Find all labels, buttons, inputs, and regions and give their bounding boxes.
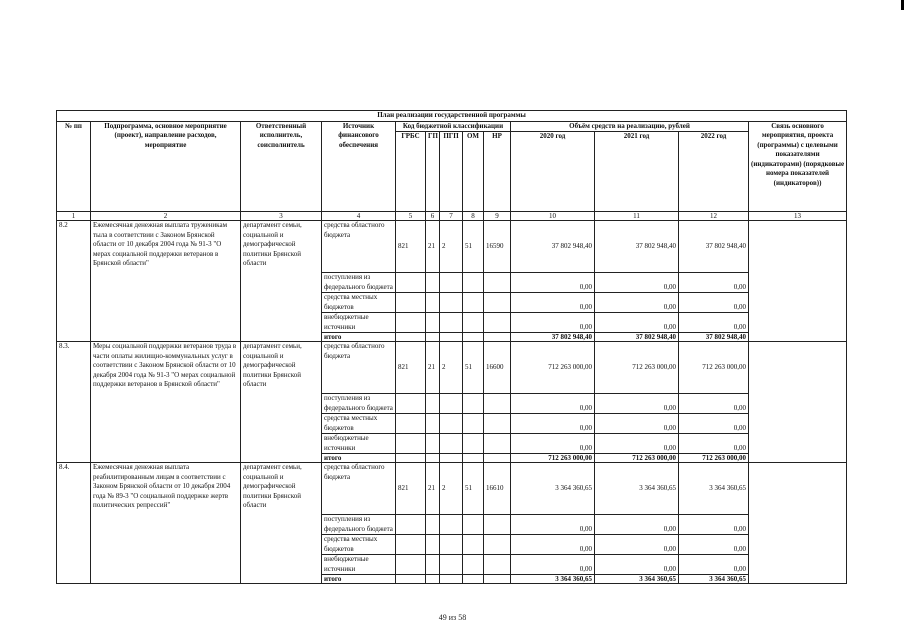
budget-code-empty [426, 414, 440, 434]
column-number: 10 [511, 212, 595, 221]
amount-2021: 0,00 [595, 293, 679, 313]
budget-code-empty [484, 515, 511, 535]
row-executor: департамент семьи, социальной и демографической политики Брянской области [241, 463, 322, 584]
amount-2022: 0,00 [679, 515, 749, 535]
column-number-row [57, 212, 847, 221]
budget-code-empty [396, 273, 426, 293]
total-2021: 37 802 948,40 [595, 333, 679, 342]
amount-2020: 0,00 [511, 535, 595, 555]
amount-2021: 0,00 [595, 515, 679, 535]
column-number: 11 [595, 212, 679, 221]
funding-source: поступления из федерального бюджета [322, 394, 396, 414]
budget-code-empty [396, 575, 426, 584]
header-2022: 2022 год [679, 132, 749, 212]
amount-2020: 0,00 [511, 313, 595, 333]
funding-source: средства местных бюджетов [322, 535, 396, 555]
header-source: Источник финансового обеспечения [322, 121, 396, 212]
budget-code-empty [463, 414, 484, 434]
budget-code-empty [484, 434, 511, 454]
budget-code-empty [426, 555, 440, 575]
row-executor: департамент семьи, социальной и демографической политики Брянской области [241, 342, 322, 463]
row-description: Ежемесячная денежная выплата реабилитированным лицам в соответствии с Законом Брянской области от 10 декабря 2004 года № 89-3 "О социальной поддержке жертв политических репрессий" [91, 463, 241, 584]
row-number: 8.2 [57, 221, 91, 342]
total-2020: 712 263 000,00 [511, 454, 595, 463]
budget-code-empty [440, 313, 463, 333]
code-gp: 21 [426, 463, 440, 515]
budget-code-empty [440, 515, 463, 535]
total-2022: 3 364 360,65 [679, 575, 749, 584]
funding-source: внебюджетные источники [322, 313, 396, 333]
code-np: 16610 [484, 463, 511, 515]
budget-code-empty [426, 434, 440, 454]
column-number: 12 [679, 212, 749, 221]
row-description: Ежемесячная денежная выплата труженикам тыла в соответствии с Законом Брянской области от 10 декабря 2004 года № 91-3 "О мерах социальной поддержки ветеранов в Брянской области" [91, 221, 241, 342]
header-link: Связь основного мероприятия, проекта (программы) с целевыми показателями (индикаторами) (порядковые номера показателей (индикаторов)) [749, 121, 847, 212]
budget-code-empty [484, 273, 511, 293]
budget-code-empty [396, 414, 426, 434]
budget-code-empty [426, 333, 440, 342]
budget-code-empty [463, 313, 484, 333]
code-pgp: 2 [440, 463, 463, 515]
amount-2020: 0,00 [511, 293, 595, 313]
amount-2020: 0,00 [511, 414, 595, 434]
table-row [57, 221, 847, 273]
column-number: 1 [57, 212, 91, 221]
amount-2020: 37 802 948,40 [511, 221, 595, 273]
budget-code-empty [463, 535, 484, 555]
amount-2021: 0,00 [595, 555, 679, 575]
header-subprogram: Подпрограмма, основное мероприятие (проект), направление расходов, мероприятие [91, 121, 241, 212]
column-number: 6 [426, 212, 440, 221]
column-number: 7 [440, 212, 463, 221]
amount-2020: 0,00 [511, 555, 595, 575]
funding-source: средства областного бюджета [322, 221, 396, 273]
budget-code-empty [463, 515, 484, 535]
amount-2022: 0,00 [679, 313, 749, 333]
budget-code-empty [396, 333, 426, 342]
budget-code-empty [463, 434, 484, 454]
budget-code-empty [440, 273, 463, 293]
code-np: 16590 [484, 221, 511, 273]
row-number: 8.4. [57, 463, 91, 584]
amount-2022: 0,00 [679, 414, 749, 434]
row-number: 8.3. [57, 342, 91, 463]
funding-source: средства областного бюджета [322, 342, 396, 394]
budget-code-empty [440, 394, 463, 414]
budget-code-empty [484, 333, 511, 342]
program-plan-table [56, 110, 847, 584]
budget-code-empty [440, 333, 463, 342]
funding-source: средства местных бюджетов [322, 414, 396, 434]
amount-2021: 37 802 948,40 [595, 221, 679, 273]
total-label: итого [322, 333, 396, 342]
total-label: итого [322, 575, 396, 584]
amount-2021: 0,00 [595, 394, 679, 414]
budget-code-empty [426, 575, 440, 584]
budget-code-empty [426, 454, 440, 463]
header-executor: Ответственный исполнитель, соисполнитель [241, 121, 322, 212]
amount-2022: 37 802 948,40 [679, 221, 749, 273]
amount-2022: 0,00 [679, 535, 749, 555]
budget-code-empty [396, 555, 426, 575]
amount-2020: 0,00 [511, 394, 595, 414]
header-pgp: ПГП [440, 132, 463, 212]
title-row [57, 111, 847, 122]
amount-2021: 3 364 360,65 [595, 463, 679, 515]
budget-code-empty [440, 535, 463, 555]
indicator-link [749, 342, 847, 463]
amount-2021: 712 263 000,00 [595, 342, 679, 394]
budget-code-empty [484, 293, 511, 313]
total-2022: 712 263 000,00 [679, 454, 749, 463]
budget-code-empty [484, 454, 511, 463]
funding-source: внебюджетные источники [322, 434, 396, 454]
header-np: НР [484, 132, 511, 212]
budget-code-empty [440, 555, 463, 575]
row-executor: департамент семьи, социальной и демографической политики Брянской области [241, 221, 322, 342]
budget-code-empty [463, 575, 484, 584]
funding-source: поступления из федерального бюджета [322, 273, 396, 293]
code-om: 51 [463, 342, 484, 394]
budget-code-empty [440, 454, 463, 463]
total-2022: 37 802 948,40 [679, 333, 749, 342]
amount-2021: 0,00 [595, 535, 679, 555]
amount-2022: 3 364 360,65 [679, 463, 749, 515]
funding-source: внебюджетные источники [322, 555, 396, 575]
budget-code-empty [426, 515, 440, 535]
header-volume: Объём средств на реализацию, рублей [511, 121, 749, 132]
column-number: 3 [241, 212, 322, 221]
header-row-1 [57, 121, 847, 132]
budget-code-empty [396, 535, 426, 555]
amount-2022: 0,00 [679, 434, 749, 454]
code-grbs: 821 [396, 342, 426, 394]
amount-2021: 0,00 [595, 313, 679, 333]
budget-code-empty [440, 575, 463, 584]
budget-code-empty [396, 394, 426, 414]
budget-code-empty [463, 333, 484, 342]
budget-code-empty [426, 313, 440, 333]
budget-code-empty [426, 293, 440, 313]
amount-2020: 0,00 [511, 434, 595, 454]
header-2020: 2020 год [511, 132, 595, 212]
table-row [57, 463, 847, 515]
column-number: 5 [396, 212, 426, 221]
column-number: 8 [463, 212, 484, 221]
code-om: 51 [463, 221, 484, 273]
amount-2020: 0,00 [511, 515, 595, 535]
amount-2022: 0,00 [679, 273, 749, 293]
code-np: 16600 [484, 342, 511, 394]
amount-2020: 0,00 [511, 273, 595, 293]
budget-code-empty [463, 273, 484, 293]
table-title: План реализации государственной программы [57, 111, 847, 122]
budget-code-empty [396, 454, 426, 463]
budget-code-empty [396, 515, 426, 535]
total-2020: 3 364 360,65 [511, 575, 595, 584]
column-number: 13 [749, 212, 847, 221]
amount-2021: 0,00 [595, 273, 679, 293]
code-gp: 21 [426, 342, 440, 394]
header-num: № пп [57, 121, 91, 212]
page-edge-mark [901, 0, 904, 10]
amount-2022: 0,00 [679, 394, 749, 414]
budget-code-empty [426, 394, 440, 414]
total-label: итого [322, 454, 396, 463]
budget-code-empty [396, 293, 426, 313]
header-grbs: ГРБС [396, 132, 426, 212]
amount-2020: 712 263 000,00 [511, 342, 595, 394]
header-om: ОМ [463, 132, 484, 212]
budget-code-empty [396, 313, 426, 333]
code-pgp: 2 [440, 221, 463, 273]
amount-2022: 712 263 000,00 [679, 342, 749, 394]
total-2021: 3 364 360,65 [595, 575, 679, 584]
amount-2021: 0,00 [595, 434, 679, 454]
header-gp: ГП [426, 132, 440, 212]
funding-source: средства областного бюджета [322, 463, 396, 515]
budget-code-empty [426, 273, 440, 293]
header-2021: 2021 год [595, 132, 679, 212]
budget-code-empty [484, 313, 511, 333]
budget-code-empty [396, 434, 426, 454]
budget-code-empty [440, 414, 463, 434]
code-om: 51 [463, 463, 484, 515]
code-grbs: 821 [396, 463, 426, 515]
budget-code-empty [463, 454, 484, 463]
table-row [57, 342, 847, 394]
amount-2020: 3 364 360,65 [511, 463, 595, 515]
budget-code-empty [463, 293, 484, 313]
code-grbs: 821 [396, 221, 426, 273]
budget-code-empty [484, 394, 511, 414]
budget-code-empty [463, 555, 484, 575]
budget-code-empty [463, 394, 484, 414]
budget-code-empty [484, 535, 511, 555]
column-number: 9 [484, 212, 511, 221]
funding-source: средства местных бюджетов [322, 293, 396, 313]
amount-2022: 0,00 [679, 293, 749, 313]
total-2020: 37 802 948,40 [511, 333, 595, 342]
page-number: 49 из 58 [438, 613, 467, 622]
amount-2021: 0,00 [595, 414, 679, 434]
code-gp: 21 [426, 221, 440, 273]
indicator-link [749, 221, 847, 342]
budget-code-empty [484, 575, 511, 584]
budget-code-empty [484, 414, 511, 434]
column-number: 2 [91, 212, 241, 221]
amount-2022: 0,00 [679, 555, 749, 575]
header-budget-code: Код бюджетной классификации [396, 121, 511, 132]
code-pgp: 2 [440, 342, 463, 394]
budget-code-empty [484, 555, 511, 575]
row-description: Меры социальной поддержки ветеранов труда в части оплаты жилищно-коммунальных услуг в соответствии с Законом Брянской области от 10 декабря 2004 года № 91-3 "О мерах социальной поддержки ветеранов в Брянской области" [91, 342, 241, 463]
column-number: 4 [322, 212, 396, 221]
budget-code-empty [440, 293, 463, 313]
indicator-link [749, 463, 847, 584]
budget-code-empty [440, 434, 463, 454]
budget-code-empty [426, 535, 440, 555]
funding-source: поступления из федерального бюджета [322, 515, 396, 535]
total-2021: 712 263 000,00 [595, 454, 679, 463]
